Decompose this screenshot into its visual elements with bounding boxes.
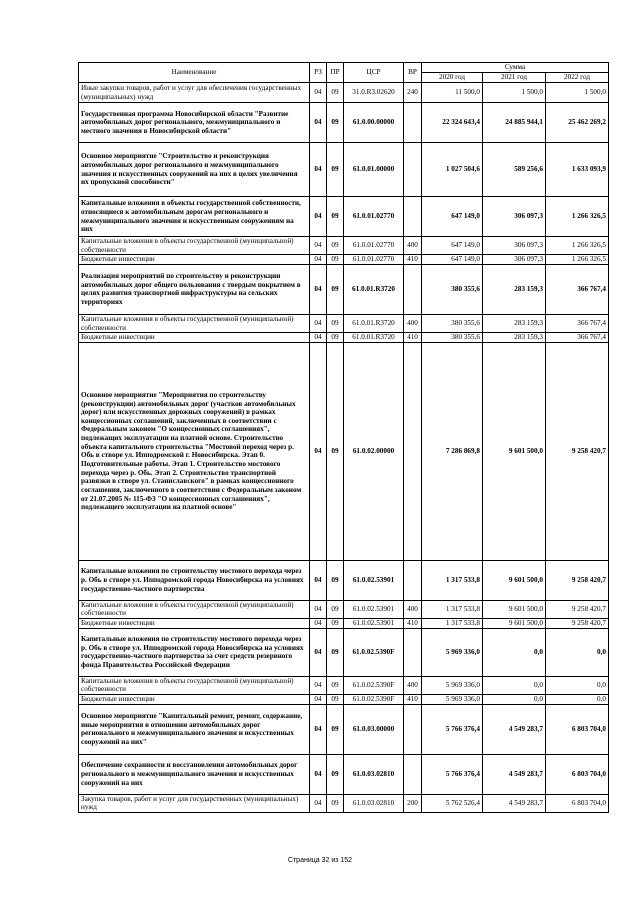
row-value-2021: 0,0 xyxy=(483,628,546,676)
table-row xyxy=(79,333,609,343)
row-rz: 04 xyxy=(310,628,327,676)
row-value-2021: 306 097,3 xyxy=(483,255,546,265)
table-row xyxy=(79,794,609,812)
row-name: Бюджетные инвестиции xyxy=(79,333,310,343)
row-value-2021: 9 601 500,0 xyxy=(483,342,546,560)
row-csr: 61.0.01.00000 xyxy=(344,143,404,197)
row-value-2021: 306 097,3 xyxy=(483,197,546,237)
table-row xyxy=(79,560,609,600)
row-rz: 04 xyxy=(310,794,327,812)
row-rz: 04 xyxy=(310,255,327,265)
row-value-2022: 1 266 326,5 xyxy=(546,255,609,265)
table-body xyxy=(79,83,609,813)
row-pr: 09 xyxy=(327,333,344,343)
row-vr: 400 xyxy=(404,237,422,255)
row-value-2022: 1 633 093,9 xyxy=(546,143,609,197)
row-rz: 04 xyxy=(310,695,327,705)
table-header xyxy=(79,63,609,83)
header-sum: Сумма xyxy=(422,63,609,73)
table-row xyxy=(79,695,609,705)
row-csr: 61.0.01.R3720 xyxy=(344,314,404,332)
header-vr: ВР xyxy=(404,63,422,83)
row-rz: 04 xyxy=(310,342,327,560)
table-row xyxy=(79,342,609,560)
row-value-2020: 5 766 376,4 xyxy=(422,754,483,794)
row-value-2020: 647 149,0 xyxy=(422,197,483,237)
row-name: Обеспечение сохранности и восстановления автомобильных дорог регионального и межмуниципального значения и искусственных сооружений на них xyxy=(79,754,310,794)
page-footer: Страница 32 из 152 xyxy=(287,857,353,864)
table-row xyxy=(79,264,609,314)
row-value-2021: 0,0 xyxy=(483,676,546,694)
table-row xyxy=(79,676,609,694)
row-value-2020: 5 969 336,0 xyxy=(422,628,483,676)
header-rz: РЗ xyxy=(310,63,327,83)
row-rz: 04 xyxy=(310,560,327,600)
row-rz: 04 xyxy=(310,143,327,197)
row-pr: 09 xyxy=(327,676,344,694)
row-csr: 61.0.03.02810 xyxy=(344,794,404,812)
row-vr: 400 xyxy=(404,676,422,694)
row-vr xyxy=(404,143,422,197)
row-csr: 61.0.02.5390F xyxy=(344,676,404,694)
row-name: Основное мероприятие "Капитальный ремонт, ремонт, содержание, иные мероприятия в отношении автомобильных дорог регионального и межмуниципального значения и искусственных сооружений на них" xyxy=(79,704,310,754)
row-value-2022: 6 803 704,0 xyxy=(546,754,609,794)
row-value-2021: 4 549 283,7 xyxy=(483,704,546,754)
row-value-2021: 9 601 500,0 xyxy=(483,600,546,618)
row-value-2022: 0,0 xyxy=(546,676,609,694)
row-value-2020: 380 355,6 xyxy=(422,314,483,332)
row-csr: 61.0.03.02810 xyxy=(344,754,404,794)
row-name: Закупка товаров, работ и услуг для государственных (муниципальных) нужд xyxy=(79,794,310,812)
row-name: Иные закупки товаров, работ и услуг для обеспечения государственных (муниципальных) нужд xyxy=(79,83,310,103)
row-rz: 04 xyxy=(310,264,327,314)
header-year-2020: 2020 год xyxy=(422,73,483,83)
row-vr: 410 xyxy=(404,619,422,629)
row-name: Основное мероприятие "Мероприятия по строительству (реконструкции) автомобильных дорог (участков автомобильных дорог) или искусственных дорожных сооружений) в рамках концессионных соглашений, заключенных в соответствии с Федеральным законом "О концессионных соглашениях", подлежащих эксплуатации на платной основе. Строительство объекта капитального строительства "Мостовой переход через р. Обь в створе ул. Ипподромской г. Новосибирска. Этап 0. Подготовительные работы. Этап 1. Строительство мостового перехода через р. Обь. Этап 2. Строительство транспортной развязки в створе ул. Станиславского" в рамках концессионного соглашения, заключенного в соответствии с Федеральным законом от 21.07.2005 № 115-ФЗ "О концессионных соглашениях", подлежащего эксплуатации на платной основе" xyxy=(79,342,310,560)
row-csr: 61.0.02.5390F xyxy=(344,695,404,705)
table-row xyxy=(79,83,609,103)
row-value-2021: 9 601 500,0 xyxy=(483,560,546,600)
row-pr: 09 xyxy=(327,754,344,794)
row-value-2022: 1 266 326,5 xyxy=(546,197,609,237)
row-vr: 410 xyxy=(404,333,422,343)
row-pr: 09 xyxy=(327,619,344,629)
row-csr: 61.0.02.00000 xyxy=(344,342,404,560)
row-csr: 61.0.02.5390F xyxy=(344,628,404,676)
row-value-2021: 0,0 xyxy=(483,695,546,705)
row-value-2021: 9 601 500,0 xyxy=(483,619,546,629)
row-value-2021: 283 159,3 xyxy=(483,314,546,332)
row-value-2020: 1 027 504,6 xyxy=(422,143,483,197)
row-pr: 09 xyxy=(327,103,344,143)
row-name: Основное мероприятие "Строительство и реконструкция автомобильных дорог регионального и межмуниципального значения и искусственных сооружений на них в целях увеличения их пропускной способности" xyxy=(79,143,310,197)
row-name: Бюджетные инвестиции xyxy=(79,619,310,629)
row-value-2022: 0,0 xyxy=(546,695,609,705)
row-vr xyxy=(404,197,422,237)
row-name: Капитальные вложения в объекты государственной собственности, относящиеся к автомобильным дорогам регионального и межмуниципального значения и искусственным сооружениям на них xyxy=(79,197,310,237)
row-pr: 09 xyxy=(327,342,344,560)
row-vr xyxy=(404,103,422,143)
row-value-2021: 24 885 944,1 xyxy=(483,103,546,143)
row-pr: 09 xyxy=(327,704,344,754)
table-row xyxy=(79,600,609,618)
row-pr: 09 xyxy=(327,695,344,705)
row-name: Капитальные вложения по строительству мостового перехода через р. Обь в створе ул. Ипподромской города Новосибирска на условиях государственно-частного партнерства xyxy=(79,560,310,600)
row-value-2021: 283 159,3 xyxy=(483,264,546,314)
row-vr xyxy=(404,342,422,560)
row-vr xyxy=(404,628,422,676)
row-value-2021: 4 549 283,7 xyxy=(483,794,546,812)
table-row xyxy=(79,704,609,754)
row-vr: 410 xyxy=(404,695,422,705)
row-value-2020: 1 317 533,8 xyxy=(422,619,483,629)
row-value-2021: 283 159,3 xyxy=(483,333,546,343)
row-pr: 09 xyxy=(327,83,344,103)
row-csr: 61.0.01.02770 xyxy=(344,255,404,265)
table-row xyxy=(79,143,609,197)
row-csr: 61.0.02.53901 xyxy=(344,560,404,600)
table-row xyxy=(79,237,609,255)
row-value-2022: 9 258 420,7 xyxy=(546,342,609,560)
row-csr: 61.0.03.00000 xyxy=(344,704,404,754)
row-csr: 61.0.01.R3720 xyxy=(344,264,404,314)
row-value-2020: 1 317 533,8 xyxy=(422,560,483,600)
row-value-2022: 9 258 420,7 xyxy=(546,600,609,618)
row-rz: 04 xyxy=(310,619,327,629)
row-csr: 61.0.01.02770 xyxy=(344,197,404,237)
row-pr: 09 xyxy=(327,560,344,600)
row-value-2020: 5 969 336,0 xyxy=(422,676,483,694)
table-row xyxy=(79,628,609,676)
row-rz: 04 xyxy=(310,103,327,143)
row-csr: 61.0.00.00000 xyxy=(344,103,404,143)
row-csr: 61.0.01.R3720 xyxy=(344,333,404,343)
row-value-2020: 22 324 643,4 xyxy=(422,103,483,143)
header-year-2022: 2022 год xyxy=(546,73,609,83)
row-value-2022: 6 803 704,0 xyxy=(546,704,609,754)
row-value-2020: 5 969 336,0 xyxy=(422,695,483,705)
row-value-2020: 380 355,6 xyxy=(422,333,483,343)
row-pr: 09 xyxy=(327,794,344,812)
row-value-2020: 5 766 376,4 xyxy=(422,704,483,754)
row-csr: 61.0.02.53901 xyxy=(344,600,404,618)
row-value-2020: 380 355,6 xyxy=(422,264,483,314)
row-name: Капитальные вложения по строительству мостового перехода через р. Обь в створе ул. Ипподромской города Новосибирска на условиях государственно-частного партнерства за счет средств резервного фонда Правительства Российской Федерации xyxy=(79,628,310,676)
row-pr: 09 xyxy=(327,314,344,332)
row-value-2020: 1 317 533,8 xyxy=(422,600,483,618)
header-name: Наименование xyxy=(79,63,310,83)
row-vr xyxy=(404,754,422,794)
table-row xyxy=(79,197,609,237)
row-value-2022: 6 803 704,0 xyxy=(546,794,609,812)
row-value-2022: 9 258 420,7 xyxy=(546,560,609,600)
row-value-2022: 366 767,4 xyxy=(546,333,609,343)
row-csr: 61.0.01.02770 xyxy=(344,237,404,255)
row-rz: 04 xyxy=(310,197,327,237)
row-rz: 04 xyxy=(310,676,327,694)
row-name: Бюджетные инвестиции xyxy=(79,255,310,265)
row-value-2022: 0,0 xyxy=(546,628,609,676)
row-vr: 400 xyxy=(404,314,422,332)
row-value-2021: 589 256,6 xyxy=(483,143,546,197)
row-rz: 04 xyxy=(310,237,327,255)
table-row xyxy=(79,314,609,332)
row-vr xyxy=(404,704,422,754)
row-value-2020: 5 762 526,4 xyxy=(422,794,483,812)
row-vr xyxy=(404,560,422,600)
row-name: Бюджетные инвестиции xyxy=(79,695,310,705)
header-pr: ПР xyxy=(327,63,344,83)
row-pr: 09 xyxy=(327,197,344,237)
table-row xyxy=(79,619,609,629)
row-rz: 04 xyxy=(310,600,327,618)
row-vr xyxy=(404,264,422,314)
row-vr: 400 xyxy=(404,600,422,618)
row-value-2022: 1 266 326,5 xyxy=(546,237,609,255)
row-pr: 09 xyxy=(327,237,344,255)
row-name: Капитальные вложения в объекты государственной (муниципальной) собственности xyxy=(79,237,310,255)
row-rz: 04 xyxy=(310,314,327,332)
row-value-2020: 647 149,0 xyxy=(422,237,483,255)
row-pr: 09 xyxy=(327,628,344,676)
row-pr: 09 xyxy=(327,600,344,618)
header-year-2021: 2021 год xyxy=(483,73,546,83)
row-pr: 09 xyxy=(327,143,344,197)
row-name: Капитальные вложения в объекты государственной (муниципальной) собственности xyxy=(79,676,310,694)
row-name: Реализация мероприятий по строительству и реконструкции автомобильных дорог общего пользования с твердым покрытием в целях развития транспортной инфраструктуры на сельских территориях xyxy=(79,264,310,314)
row-rz: 04 xyxy=(310,83,327,103)
table-row xyxy=(79,754,609,794)
header-csr: ЦСР xyxy=(344,63,404,83)
row-value-2021: 4 549 283,7 xyxy=(483,754,546,794)
row-value-2020: 11 500,0 xyxy=(422,83,483,103)
budget-table xyxy=(78,62,609,813)
row-value-2022: 366 767,4 xyxy=(546,314,609,332)
row-vr: 240 xyxy=(404,83,422,103)
row-name: Капитальные вложения в объекты государственной (муниципальной) собственности xyxy=(79,600,310,618)
row-rz: 04 xyxy=(310,333,327,343)
row-value-2022: 9 258 420,7 xyxy=(546,619,609,629)
row-vr: 410 xyxy=(404,255,422,265)
row-value-2020: 647 149,0 xyxy=(422,255,483,265)
row-name: Государственная программа Новосибирской области "Развитие автомобильных дорог регионального, межмуниципального и местного значения в Новосибирской области" xyxy=(79,103,310,143)
row-rz: 04 xyxy=(310,754,327,794)
row-name: Капитальные вложения в объекты государственной (муниципальной) собственности xyxy=(79,314,310,332)
row-rz: 04 xyxy=(310,704,327,754)
row-value-2021: 306 097,3 xyxy=(483,237,546,255)
row-csr: 31.0.R3.02620 xyxy=(344,83,404,103)
row-csr: 61.0.02.53901 xyxy=(344,619,404,629)
row-value-2020: 7 286 869,8 xyxy=(422,342,483,560)
table-row xyxy=(79,255,609,265)
row-value-2022: 1 500,0 xyxy=(546,83,609,103)
row-value-2022: 25 462 269,2 xyxy=(546,103,609,143)
row-vr: 200 xyxy=(404,794,422,812)
row-pr: 09 xyxy=(327,264,344,314)
row-pr: 09 xyxy=(327,255,344,265)
table-row xyxy=(79,103,609,143)
row-value-2021: 1 500,0 xyxy=(483,83,546,103)
row-value-2022: 366 767,4 xyxy=(546,264,609,314)
